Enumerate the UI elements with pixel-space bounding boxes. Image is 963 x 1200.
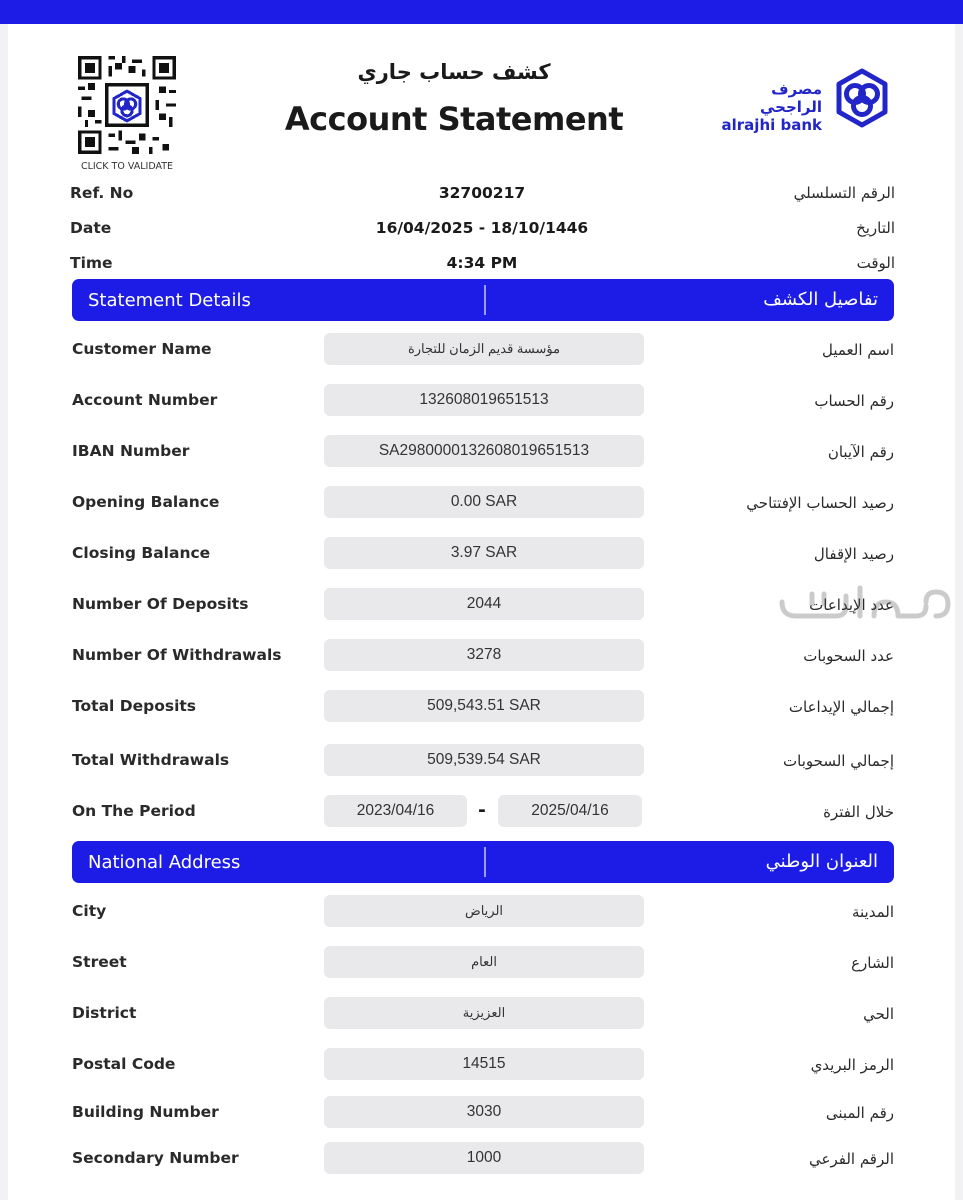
iban-field: SA2980000132608019651513 [324,435,644,467]
watermark-logo [776,576,956,628]
field-label-arabic: الحي [863,1005,894,1023]
meta-label: Ref. No [70,184,134,202]
section-title-arabic: تفاصيل الكشف [763,289,878,310]
meta-label-arabic: الوقت [856,254,895,272]
section-title: Statement Details [88,290,251,311]
qr-caption: CLICK TO VALIDATE [80,161,174,172]
field-label-arabic: عدد الإيداعات [809,596,894,614]
building-number-field: 3030 [324,1096,644,1128]
field-label: On The Period [72,802,196,820]
section-header-national-address [72,841,894,883]
field-row-postal-code [72,1048,894,1082]
meta-row-date [70,219,895,241]
section-divider [484,285,486,315]
field-label: District [72,1004,137,1022]
field-label-arabic: رقم الآيبان [827,443,894,461]
field-row-customer-name [72,333,894,367]
section-header-statement-details [72,279,894,321]
field-label: Customer Name [72,340,212,358]
field-row-secondary-number [72,1142,894,1176]
page-title: Account Statement [284,100,624,138]
field-label-arabic: الشارع [851,954,894,972]
field-row-number-of-deposits [72,588,894,622]
meta-label-arabic: التاريخ [856,219,895,237]
field-row-account-number [72,384,894,418]
number-of-withdrawals-field: 3278 [324,639,644,671]
street-field: العام [324,946,644,978]
field-label-arabic: اسم العميل [821,341,894,359]
closing-balance-field: 3.97 SAR [324,537,644,569]
bank-logo-icon [832,68,892,128]
meta-label: Time [70,254,113,272]
field-label-arabic: رصيد الحساب الإفتتاحي [746,494,894,512]
section-title-arabic: العنوان الوطني [765,851,878,872]
field-label-arabic: رصيد الإقفال [813,545,894,563]
field-row-period [72,795,894,829]
qr-code[interactable] [78,56,176,154]
field-label-arabic: رقم المبنى [825,1104,894,1122]
field-label: Building Number [72,1103,219,1121]
field-label: Total Withdrawals [72,751,230,769]
field-label: Secondary Number [72,1149,239,1167]
field-row-district [72,997,894,1031]
field-label: Total Deposits [72,697,197,715]
total-deposits-field: 509,543.51 SAR [324,690,644,722]
field-row-opening-balance [72,486,894,520]
field-label: Postal Code [72,1055,176,1073]
field-label-arabic: إجمالي السحوبات [783,752,894,770]
field-label: City [72,902,107,920]
account-number-field: 132608019651513 [324,384,644,416]
period-separator: - [478,799,486,821]
meta-label: Date [70,219,112,237]
total-withdrawals-field: 509,539.54 SAR [324,744,644,776]
number-of-deposits-field: 2044 [324,588,644,620]
field-row-number-of-withdrawals [72,639,894,673]
meta-value: 4:34 PM [446,254,518,272]
customer-name-field: مؤسسة قديم الزمان للتجارة [324,333,644,365]
field-label-arabic: المدينة [851,903,894,921]
field-label: Number Of Deposits [72,595,249,613]
section-divider [484,847,486,877]
section-title: National Address [88,852,241,873]
meta-value: 32700217 [438,184,526,202]
field-label-arabic: إجمالي الإيداعات [788,698,894,716]
page-title-arabic: كشف حساب جاري [357,60,551,84]
field-row-total-deposits [72,690,894,724]
secondary-number-field: 1000 [324,1142,644,1174]
bank-name-arabic: مصرف الراجحي [759,80,822,116]
field-label: Closing Balance [72,544,211,562]
field-row-building-number [72,1096,894,1130]
field-row-total-withdrawals [72,744,894,778]
field-label-arabic: رقم الحساب [814,392,894,410]
field-row-iban [72,435,894,469]
field-label: Street [72,953,127,971]
meta-row-ref [70,184,895,206]
field-label: IBAN Number [72,442,190,460]
top-accent-bar [0,0,963,24]
field-label-arabic: الرمز البريدي [810,1056,894,1074]
field-row-street [72,946,894,980]
opening-balance-field: 0.00 SAR [324,486,644,518]
meta-row-time [70,254,895,276]
city-field: الرياض [324,895,644,927]
field-label-arabic: الرقم الفرعي [809,1150,894,1168]
field-label: Number Of Withdrawals [72,646,282,664]
field-label: Account Number [72,391,218,409]
period-start-field: 2023/04/16 [324,795,467,827]
field-row-city [72,895,894,929]
meta-label-arabic: الرقم التسلسلي [793,184,895,202]
period-end-field: 2025/04/16 [498,795,642,827]
field-row-closing-balance [72,537,894,571]
district-field: العزيزية [324,997,644,1029]
meta-value: 16/04/2025 - 18/10/1446 [375,219,589,237]
postal-code-field: 14515 [324,1048,644,1080]
field-label-arabic: خلال الفترة [823,803,894,821]
bank-logo-text [718,80,822,134]
field-label-arabic: عدد السحوبات [803,647,894,665]
field-label: Opening Balance [72,493,220,511]
bank-name: alrajhi bank [721,116,822,134]
